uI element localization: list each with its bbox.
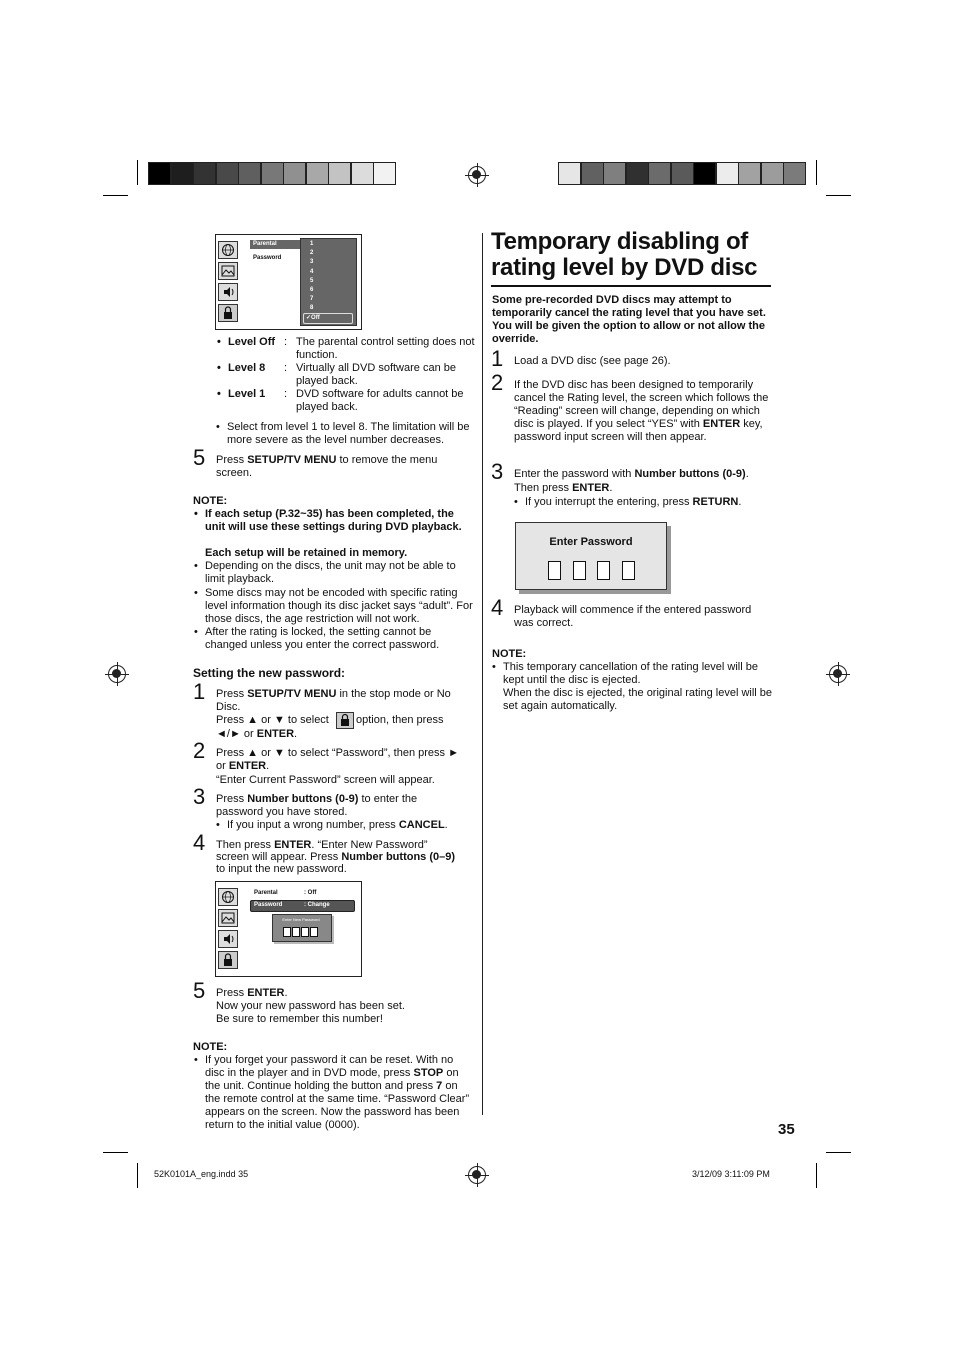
level-name: • Level Off: [228, 336, 275, 349]
enter-password-title: Enter Password: [549, 536, 633, 548]
parental-lock-icon: [218, 304, 238, 322]
color-swatch: [306, 162, 329, 185]
step-text: screen will appear. Press Number buttons (0–9): [216, 851, 456, 863]
level-description: The parental control setting does not function.: [296, 336, 475, 361]
level-selected: ✓Off: [306, 315, 320, 321]
note-bold-2: Each setup will be retained in memory.: [205, 547, 408, 559]
step-text: Press ENTER.: [216, 987, 288, 999]
step-text: password you have stored.: [216, 806, 348, 818]
step-text: Then press ENTER.: [514, 482, 613, 494]
color-swatch: [328, 162, 351, 185]
step-number: 5: [193, 978, 206, 1003]
step-number: 2: [193, 738, 206, 763]
step-number: 1: [193, 679, 206, 704]
level-option: 5: [310, 277, 314, 284]
audio-icon: [218, 283, 238, 301]
popup-title: Enter New Password: [282, 917, 320, 922]
level-separator: :: [284, 362, 288, 374]
step-text: to input the new password.: [216, 863, 347, 875]
parental-lock-icon: [218, 951, 238, 969]
step-text: Press ▲ or ▼ to select “Password”, then press ►: [216, 747, 459, 759]
step-text: option, then press: [356, 714, 444, 726]
note-item: • Depending on the discs, the unit may not be able to limit playback.: [205, 560, 475, 586]
color-swatch: [716, 162, 739, 185]
registration-mark-icon: [829, 665, 847, 683]
step-text: Press SETUP/TV MENU to remove the menu screen.: [216, 454, 438, 479]
page-number: 35: [778, 1121, 795, 1138]
note-heading: NOTE:: [193, 1041, 228, 1053]
title-line-2: rating level by DVD disc: [491, 254, 758, 281]
color-swatch: [761, 162, 784, 185]
step-number: 1: [491, 346, 504, 371]
crop-mark: [137, 160, 138, 185]
audio-icon: [218, 930, 238, 948]
step-text: Now your new password has been set.: [216, 1000, 405, 1012]
crop-mark: [137, 1163, 138, 1188]
page-title: [491, 229, 757, 281]
color-swatch: [626, 162, 649, 185]
color-swatch: [671, 162, 694, 185]
step-text: Press Number buttons (0-9) to enter the: [216, 793, 418, 805]
color-swatch: [171, 162, 194, 185]
color-swatch: [783, 162, 806, 185]
level-description: Virtually all DVD software can be played back.: [296, 362, 456, 387]
title-underline: [491, 285, 771, 287]
step-bullet: • If you interrupt the entering, press RETURN.: [525, 496, 741, 509]
note-item: • This temporary cancellation of the rating level will be kept until the disc is ejected.: [503, 661, 771, 687]
color-swatch: [283, 162, 306, 185]
registration-mark-icon: [108, 665, 126, 683]
column-divider: [482, 233, 483, 1115]
row-parental-value: : Off: [304, 890, 317, 896]
section-heading: Setting the new password:: [193, 666, 346, 680]
color-swatch: [351, 162, 374, 185]
color-swatch: [148, 162, 171, 185]
pin-digit-box: [622, 561, 635, 580]
enter-password-screen: [515, 522, 667, 590]
menu-item-password: Password: [253, 255, 282, 261]
level-option: 1: [310, 241, 314, 247]
pin-digit-box: [548, 561, 561, 580]
pin-digit-box: [573, 561, 586, 580]
step-text: or ENTER.: [216, 760, 270, 772]
note-item: • Some discs may not be encoded with specific rating level information though its disc jacket says “adult”. For those discs, the age restriction will not work.: [205, 587, 475, 626]
level-description: DVD software for adults cannot be played back.: [296, 388, 464, 413]
note-item-cont: When the disc is ejected, the original rating level will be set again automatically.: [503, 687, 773, 712]
level-option: 6: [310, 287, 314, 293]
step-number: 5: [193, 445, 206, 470]
pin-digit-box: [283, 927, 291, 937]
level-option: 4: [310, 268, 314, 275]
crop-mark: [103, 1152, 128, 1153]
pin-digit-box: [292, 927, 300, 937]
menu-title: Parental: [253, 241, 277, 247]
parental-menu-screen: [215, 234, 362, 330]
picture-icon: [218, 262, 238, 280]
step-text: Load a DVD disc (see page 26).: [514, 355, 671, 367]
crop-mark: [826, 195, 851, 196]
level-name: • Level 1: [228, 388, 265, 401]
color-swatch: [558, 162, 581, 185]
step-text: Be sure to remember this number!: [216, 1013, 383, 1025]
language-icon: [218, 241, 238, 259]
level-name: • Level 8: [228, 362, 265, 375]
step-number: 4: [193, 830, 206, 855]
level-option: 7: [310, 296, 314, 303]
row-parental-label: Parental: [254, 890, 278, 896]
color-swatch: [603, 162, 626, 185]
step-number: 2: [491, 370, 504, 395]
crop-mark: [826, 1152, 851, 1153]
step-text: If the DVD disc has been designed to temporarily cancel the Rating level, the screen which follows the “Reading” screen will change, depending on which disc is played. If you select “YES” with ENTER key, password input screen will then appear.: [514, 379, 769, 443]
pin-digit-box: [310, 927, 318, 937]
step-text: Enter the password with Number buttons (0-9).: [514, 468, 749, 480]
title-line-1: Temporary disabling of: [491, 228, 748, 255]
step-number: 3: [491, 459, 504, 484]
language-icon: [218, 888, 238, 906]
level-separator: :: [284, 388, 288, 400]
step-text: Press SETUP/TV MENU in the stop mode or No Disc.: [216, 688, 451, 713]
step-text: “Enter Current Password” screen will appear.: [216, 774, 435, 786]
step-bullet: • If you input a wrong number, press CANCEL.: [227, 819, 448, 832]
color-swatch: [261, 162, 284, 185]
color-swatch: [693, 162, 716, 185]
level-option: 2: [310, 250, 314, 257]
crop-mark: [816, 1163, 817, 1188]
pin-digit-box: [597, 561, 610, 580]
enter-new-password-screen: [215, 881, 362, 977]
color-swatch: [581, 162, 604, 185]
registration-mark-icon: [468, 166, 486, 184]
step-number: 3: [193, 784, 206, 809]
step-number: 4: [491, 595, 504, 620]
crop-mark: [816, 160, 817, 185]
footer-file: 52K0101A_eng.indd 35: [154, 1169, 249, 1179]
step-text: Then press ENTER. “Enter New Password”: [216, 839, 428, 851]
color-swatch: [738, 162, 761, 185]
select-level-note: • Select from level 1 to level 8. The limitation will be more severe as the level number decreases.: [227, 421, 477, 447]
row-password-label: Password: [254, 902, 283, 908]
color-swatch: [648, 162, 671, 185]
level-separator: :: [284, 336, 288, 348]
note-heading: NOTE:: [193, 495, 228, 507]
note-bold: • If each setup (P.32~35) has been completed, the unit will use these settings during DVD playback.: [205, 508, 467, 534]
crop-mark: [103, 195, 128, 196]
color-swatch: [193, 162, 216, 185]
step-text: Playback will commence if the entered password was correct.: [514, 604, 752, 629]
intro-text: Some pre-recorded DVD discs may attempt to temporarily cancel the rating level that you have set. You will be given the option to allow or not allow the override.: [492, 294, 766, 345]
footer-date: 3/12/09 3:11:09 PM: [692, 1169, 770, 1179]
color-swatch: [373, 162, 396, 185]
step-text: ◄/► or ENTER.: [216, 728, 298, 740]
note-item: • After the rating is locked, the setting cannot be changed unless you enter the correct password.: [205, 626, 475, 652]
step-text: Press ▲ or ▼ to select: [216, 714, 329, 726]
note-item: • If you forget your password it can be reset. With no disc in the player and in DVD mode, press STOP on the unit. Continue holding the button and press 7 on the remote control at the same time. “Password Clear” appears on the screen. Now the password has been return to the initial value (0000).: [205, 1054, 475, 1132]
registration-mark-icon: [468, 1166, 486, 1184]
note-heading: NOTE:: [492, 648, 527, 660]
level-option: 8: [310, 305, 314, 312]
level-option: 3: [310, 259, 314, 266]
color-swatch: [238, 162, 261, 185]
pin-digit-box: [301, 927, 309, 937]
parental-lock-icon: [336, 712, 354, 729]
picture-icon: [218, 909, 238, 927]
color-swatch: [216, 162, 239, 185]
row-password-value: : Change: [304, 902, 330, 908]
